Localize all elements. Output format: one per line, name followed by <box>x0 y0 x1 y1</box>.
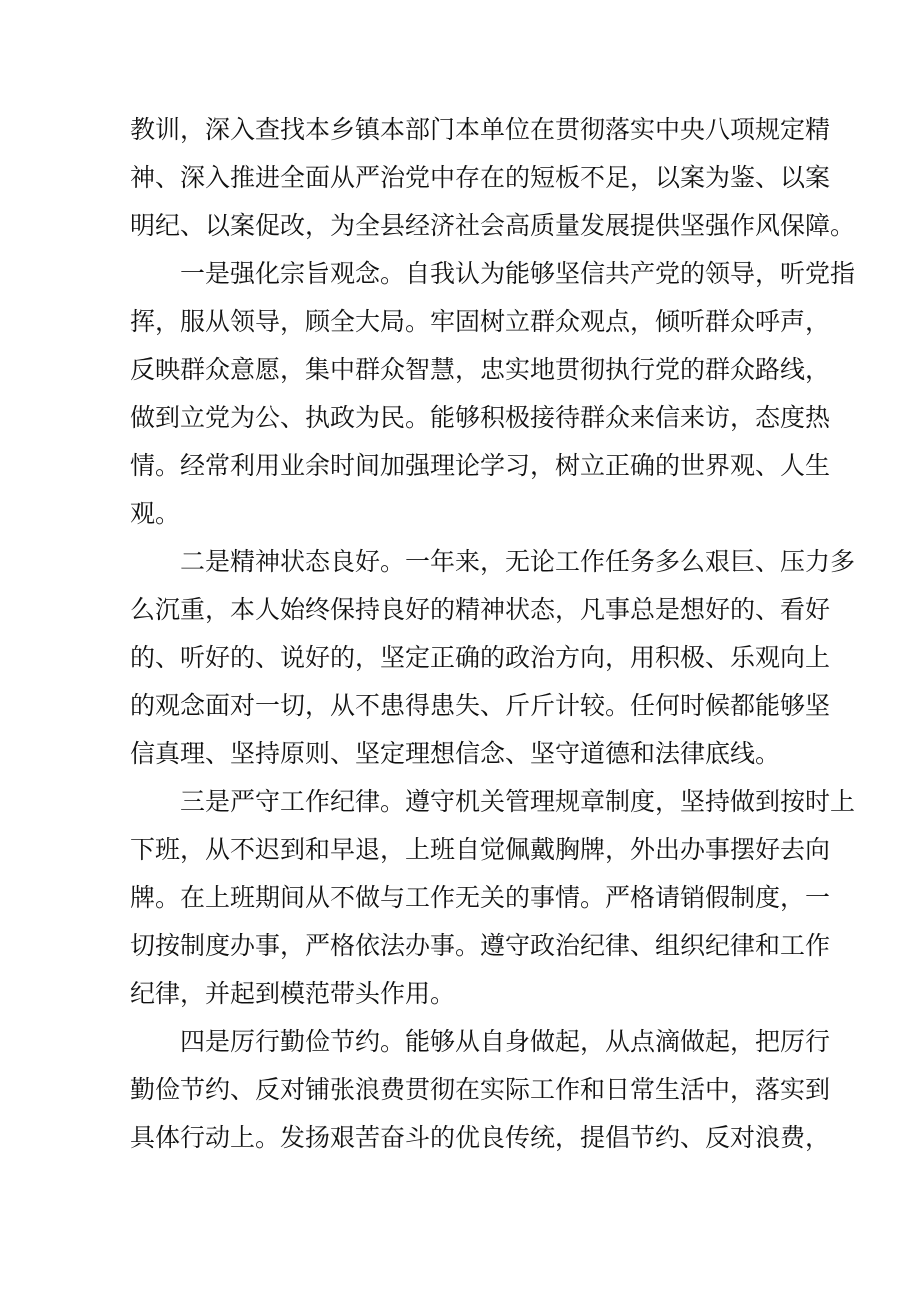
paragraph-4-line-3: 具体行动上。发扬艰苦奋斗的优良传统，提倡节约、反对浪费， <box>130 1123 831 1152</box>
paragraph-3-line-5: 纪律，并起到模范带头作用。 <box>130 979 456 1008</box>
paragraph-2-line-5: 信真理、坚持原则、坚定理想信念、坚守道德和法律底线。 <box>130 739 781 768</box>
paragraph-2-line-4: 的观念面对一切，从不患得患失、斤斤计较。任何时候都能够坚 <box>130 691 831 720</box>
paragraph-4-line-1: 四是厉行勤俭节约。能够从自身做起，从点滴做起，把厉行 <box>180 1027 831 1056</box>
paragraph-1-line-1: 一是强化宗旨观念。自我认为能够坚信共产党的领导，听党指 <box>180 259 856 288</box>
paragraph-3-line-2: 下班，从不迟到和早退，上班自觉佩戴胸牌，外出办事摆好去向 <box>130 835 831 864</box>
paragraph-2-line-2: 么沉重，本人始终保持良好的精神状态，凡事总是想好的、看好 <box>130 595 831 624</box>
paragraph-2-line-1: 二是精神状态良好。一年来，无论工作任务多么艰巨、压力多 <box>180 547 856 576</box>
paragraph-2-line-3: 的、听好的、说好的，坚定正确的政治方向，用积极、乐观向上 <box>130 643 831 672</box>
text-line-1: 教训，深入查找本乡镇本部门本单位在贯彻落实中央八项规定精 <box>130 115 831 144</box>
paragraph-1-line-4: 做到立党为公、执政为民。能够积极接待群众来信来访，态度热 <box>130 403 831 432</box>
paragraph-3-line-1: 三是严守工作纪律。遵守机关管理规章制度，坚持做到按时上 <box>180 787 856 816</box>
paragraph-1-line-6: 观。 <box>130 499 181 528</box>
paragraph-3-line-3: 牌。在上班期间从不做与工作无关的事情。严格请销假制度，一 <box>130 883 831 912</box>
text-line-3: 明纪、以案促改，为全县经济社会高质量发展提供坚强作风保障。 <box>130 211 856 240</box>
paragraph-4-line-2: 勤俭节约、反对铺张浪费贯彻在实际工作和日常生活中，落实到 <box>130 1075 831 1104</box>
paragraph-1-line-5: 情。经常利用业余时间加强理论学习，树立正确的世界观、人生 <box>130 451 831 480</box>
paragraph-1-line-2: 挥，服从领导，顾全大局。牢固树立群众观点，倾听群众呼声， <box>130 307 831 336</box>
paragraph-1-line-3: 反映群众意愿，集中群众智慧，忠实地贯彻执行党的群众路线， <box>130 355 831 384</box>
text-line-2: 神、深入推进全面从严治党中存在的短板不足，以案为鉴、以案 <box>130 163 831 192</box>
paragraph-3-line-4: 切按制度办事，严格依法办事。遵守政治纪律、组织纪律和工作 <box>130 931 831 960</box>
